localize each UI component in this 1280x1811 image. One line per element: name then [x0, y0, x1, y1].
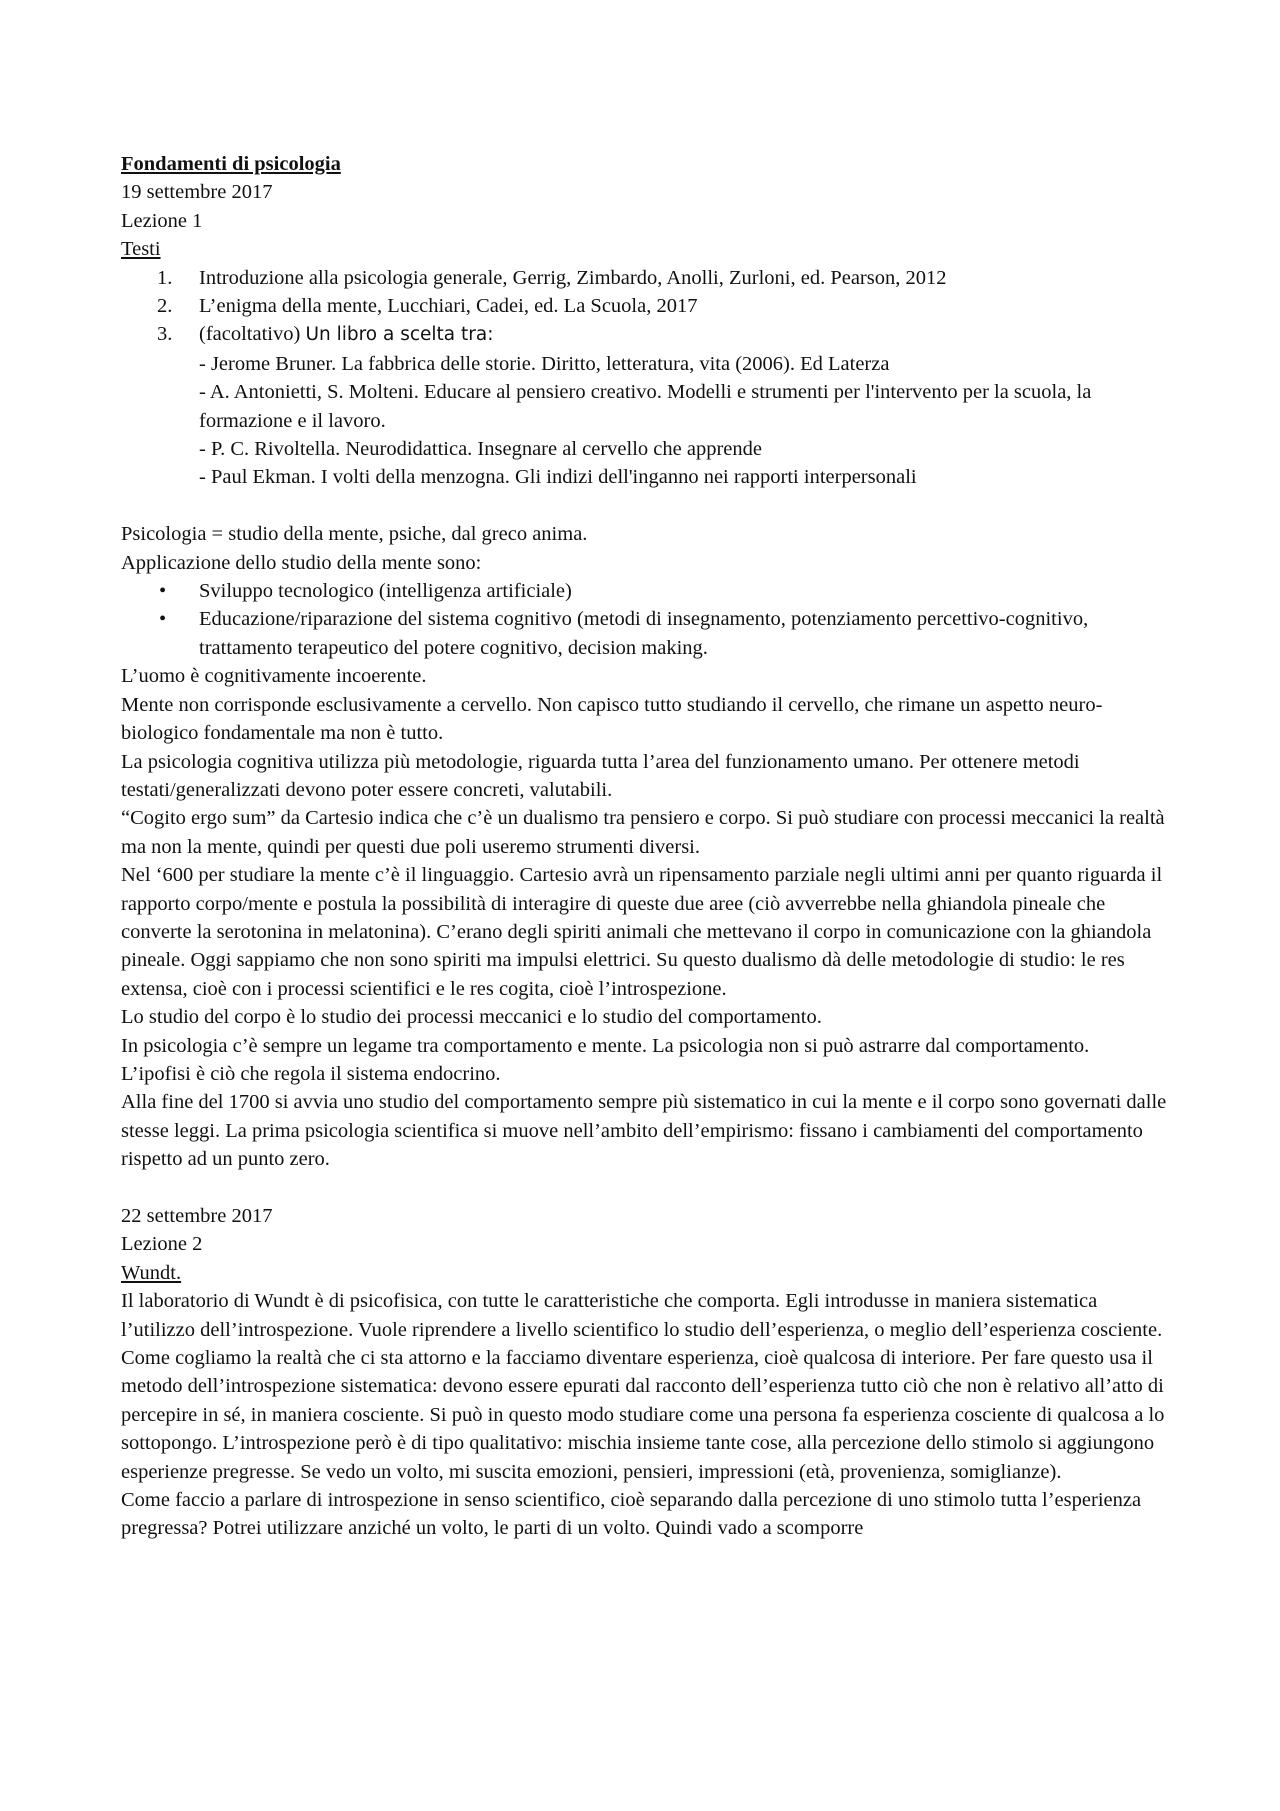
list-number: 2.: [157, 295, 173, 318]
lesson2-date: 22 settembre 2017: [121, 1205, 273, 1227]
paragraph: Come faccio a parlare di introspezione in senso scientifico, cioè separando dalla percezione di uno stimolo tutta l’esperienza pregressa? Potrei utilizzare anziché un volto, le parti di un volto. Quindi vado a scomporre: [121, 1489, 1142, 1540]
optional-lead-sans: Un libro a scelta tra:: [305, 324, 494, 346]
lesson2-label: Lezione 2: [121, 1233, 203, 1256]
book-entry: - A. Antonietti, S. Molteni. Educare al pensiero creativo. Modelli e strumenti per l'intervento per la scuola, la formazione e il lavoro.: [199, 381, 1092, 432]
lesson1-label: Lezione 1: [121, 209, 203, 232]
list-item-text: Educazione/riparazione del sistema cognitivo (metodi di insegnamento, potenziamento percettivo-cognitivo, trattamento terapeutico del potere cognitivo, decision making.: [199, 608, 1089, 659]
blank-line: [121, 1174, 1171, 1202]
optional-lead: (facoltativo): [199, 323, 306, 346]
lesson1-date: 19 settembre 2017: [121, 181, 273, 204]
blank-line: [121, 492, 1171, 520]
book-entry: - Jerome Bruner. La fabbrica delle storie. Diritto, letteratura, vita (2006). Ed Laterza: [199, 352, 890, 375]
list-item: [121, 577, 1171, 605]
paragraph: Alla fine del 1700 si avvia uno studio del comportamento sempre più sistematico in cui la mente e il corpo sono governati dalle stesse leggi. La prima psicologia scientifica si muove nell’ambito dell’empirismo: fissano i cambiamenti del comportamento rispetto ad un punto zero.: [121, 1091, 1167, 1171]
list-number: 3.: [157, 323, 173, 346]
bullet-icon: •: [159, 608, 167, 631]
texts-list: [121, 264, 1171, 492]
paragraph: Lo studio del corpo è lo studio dei processi meccanici e lo studio del comportamento.: [121, 1006, 822, 1029]
texts-heading: Testi: [121, 238, 161, 261]
paragraph: Psicologia = studio della mente, psiche, dal greco anima.: [121, 523, 588, 546]
book-entry: - Paul Ekman. I volti della menzogna. Gli indizi dell'inganno nei rapporti interpersonali: [199, 466, 917, 489]
list-item: [121, 292, 1171, 320]
document-title: Fondamenti di psicologia: [121, 153, 341, 175]
list-item-text: Sviluppo tecnologico (intelligenza artificiale): [199, 580, 572, 603]
paragraph: L’ipofisi è ciò che regola il sistema endocrino.: [121, 1062, 501, 1085]
bullet-icon: •: [159, 580, 167, 603]
paragraph: Nel ‘600 per studiare la mente c’è il linguaggio. Cartesio avrà un ripensamento parziale negli ultimi anni per quanto riguarda il rapporto corpo/mente e postula la possibilità di interagire di queste due aree (ciò avverrebbe nella ghiandola pineale che converte la serotonina in melatonina). C’erano degli spiriti animali che mettevano il corpo in comunicazione con la ghiandola pineale. Oggi sappiamo che non sono spiriti ma impulsi elettrici. Su questo dualismo dà delle metodologie di studio: le res extensa, cioè con i processi scientifici e le res cogita, cioè l’introspezione.: [121, 864, 1163, 1000]
document-page: [121, 150, 1171, 1543]
paragraph: “Cogito ergo sum” da Cartesio indica che c’è un dualismo tra pensiero e corpo. Si può studiare con processi meccanici la realtà ma non la mente, quindi per questi due poli useremo strumenti diversi.: [121, 807, 1165, 858]
paragraph: In psicologia c’è sempre un legame tra comportamento e mente. La psicologia non si può astrarre dal comportamento.: [121, 1034, 1090, 1057]
paragraph: La psicologia cognitiva utilizza più metodologie, riguarda tutta l’area del funzionamento umano. Per ottenere metodi testati/generalizzati devono poter essere concreti, valutabili.: [121, 750, 1080, 801]
paragraph: Il laboratorio di Wundt è di psicofisica, con tutte le caratteristiche che comporta. Egli introdusse in maniera sistematica l’utilizzo dell’introspezione. Vuole riprendere a livello scientifico lo studio dell’esperienza, o meglio dell’esperienza cosciente. Come cogliamo la realtà che ci sta attorno e la facciamo diventare esperienza, cioè qualcosa di interiore. Per fare questo usa il metodo dell’introspezione sistematica: devono essere epurati dal racconto dell’esperienza tutto ciò che non è relativo all’atto di percepire in sé, in maniera cosciente. Si può in questo modo studiare come una persona fa esperienza cosciente di qualcosa a lo sottopongo. L’introspezione però è di tipo qualitativo: mischia insieme tante cose, alla percezione dello stimolo si aggiungono esperienze pregresse. Se vedo un volto, mi suscita emozioni, pensieri, impressioni (età, provenienza, somiglianze).: [121, 1290, 1165, 1483]
list-item: [121, 320, 1171, 491]
paragraph: Mente non corrisponde esclusivamente a cervello. Non capisco tutto studiando il cervello, che rimane un aspetto neuro-biologico fondamentale ma non è tutto.: [121, 693, 1103, 745]
list-item: [121, 605, 1171, 662]
paragraph: L’uomo è cognitivamente incoerente.: [121, 665, 427, 688]
list-number: 1.: [157, 266, 173, 289]
book-entry: - P. C. Rivoltella. Neurodidattica. Insegnare al cervello che apprende: [199, 438, 762, 461]
wundt-heading: Wundt.: [121, 1261, 182, 1284]
list-item: [121, 264, 1171, 292]
applications-list: [121, 577, 1171, 662]
list-item-text: L’enigma della mente, Lucchiari, Cadei, ed. La Scuola, 2017: [199, 295, 698, 318]
list-item-text: Introduzione alla psicologia generale, Gerrig, Zimbardo, Anolli, Zurloni, ed. Pearson, 2012: [199, 266, 947, 289]
paragraph: Applicazione dello studio della mente sono:: [121, 551, 482, 574]
